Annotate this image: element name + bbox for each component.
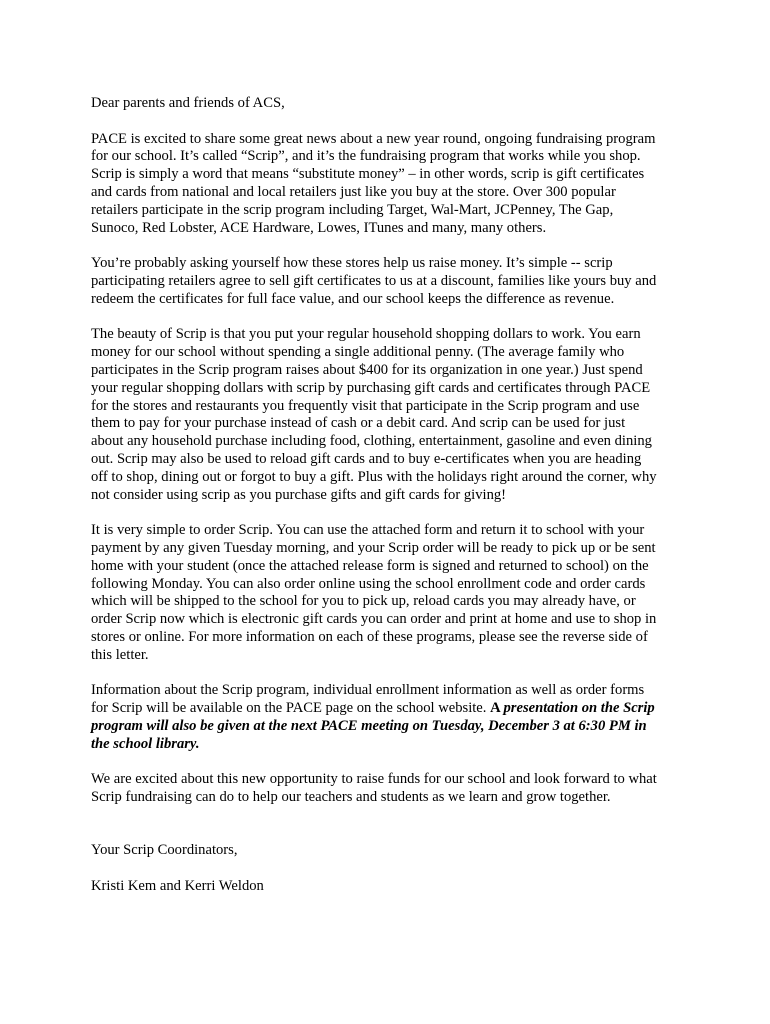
closing-line: Your Scrip Coordinators, — [91, 842, 238, 859]
presentation-announcement: presentation on the Scrip program will also be given at the next PACE meeting on Tuesday, December 3 at 6:30 PM in the school library. — [91, 700, 655, 752]
presentation-article: A — [490, 700, 504, 717]
paragraph-closing-thoughts: We are excited about this new opportunity to raise funds for our school and look forward to what Scrip fundraising can do to help our teachers and students as we learn and grow together. — [91, 771, 657, 806]
paragraph-intro: PACE is excited to share some great news about a new year round, ongoing fundraising program for our school. It’s called “Scrip”, and it’s the fundraising program that works while you shop. Scrip is simply a word that means “substitute money” – in other words, scrip is gift certificates and cards from national and local retailers just like you buy at the store. Over 300 popular retailers participate in the scrip program including Target, Wal-Mart, JCPenney, The Gap, Sunoco, Red Lobster, ACE Hardware, Lowes, ITunes and many, many others. — [91, 130, 656, 236]
paragraph-benefits: The beauty of Scrip is that you put your regular household shopping dollars to work. You earn money for our school without spending a single additional penny. (The average family who participates in the Scrip program raises about $400 for its organization in one year.) Just spend your regular shopping dollars with scrip by purchasing gift cards and certificates through PACE for the stores and restaurants you frequently visit that participate in the Scrip program and use them to pay for your purchase instead of cash or a debit card. And scrip can be used for just about any household purchase including food, clothing, entertainment, gasoline and even dining out. Scrip may also be used to reload gift cards and to buy e-certificates when you are heading off to shop, dining out or forgot to buy a gift. Plus with the holidays right around the corner, why not consider using scrip as you purchase gifts and gift cards for giving! — [91, 326, 657, 503]
letter-body — [91, 95, 683, 914]
information-text: Information about the Scrip program, individual enrollment information as well as order forms for Scrip will be available on the PACE page on the school website. — [91, 682, 645, 717]
paragraph-how-it-works: You’re probably asking yourself how these stores help us raise money. It’s simple -- scrip participating retailers agree to sell gift certificates to us at a discount, families like yours buy and redeem the certificates for full face value, and our school keeps the difference as revenue. — [91, 255, 657, 307]
paragraph-information — [91, 682, 683, 753]
salutation: Dear parents and friends of ACS, — [91, 95, 285, 111]
paragraph-how-to-order: It is very simple to order Scrip. You can use the attached form and return it to school with your payment by any given Tuesday morning, and your Scrip order will be ready to pick up or be sent home with your student (once the attached release form is signed and returned to school) on the following Monday. You can also order online using the school enrollment code and order cards which will be shipped to the school for you to pick up, reload cards you may already have, or order Scrip now which is electronic gift cards you can order and print at home and use to shop in stores or online. For more information on each of these programs, please see the reverse side of this letter. — [91, 522, 657, 663]
signature: Kristi Kem and Kerri Weldon — [91, 878, 264, 895]
